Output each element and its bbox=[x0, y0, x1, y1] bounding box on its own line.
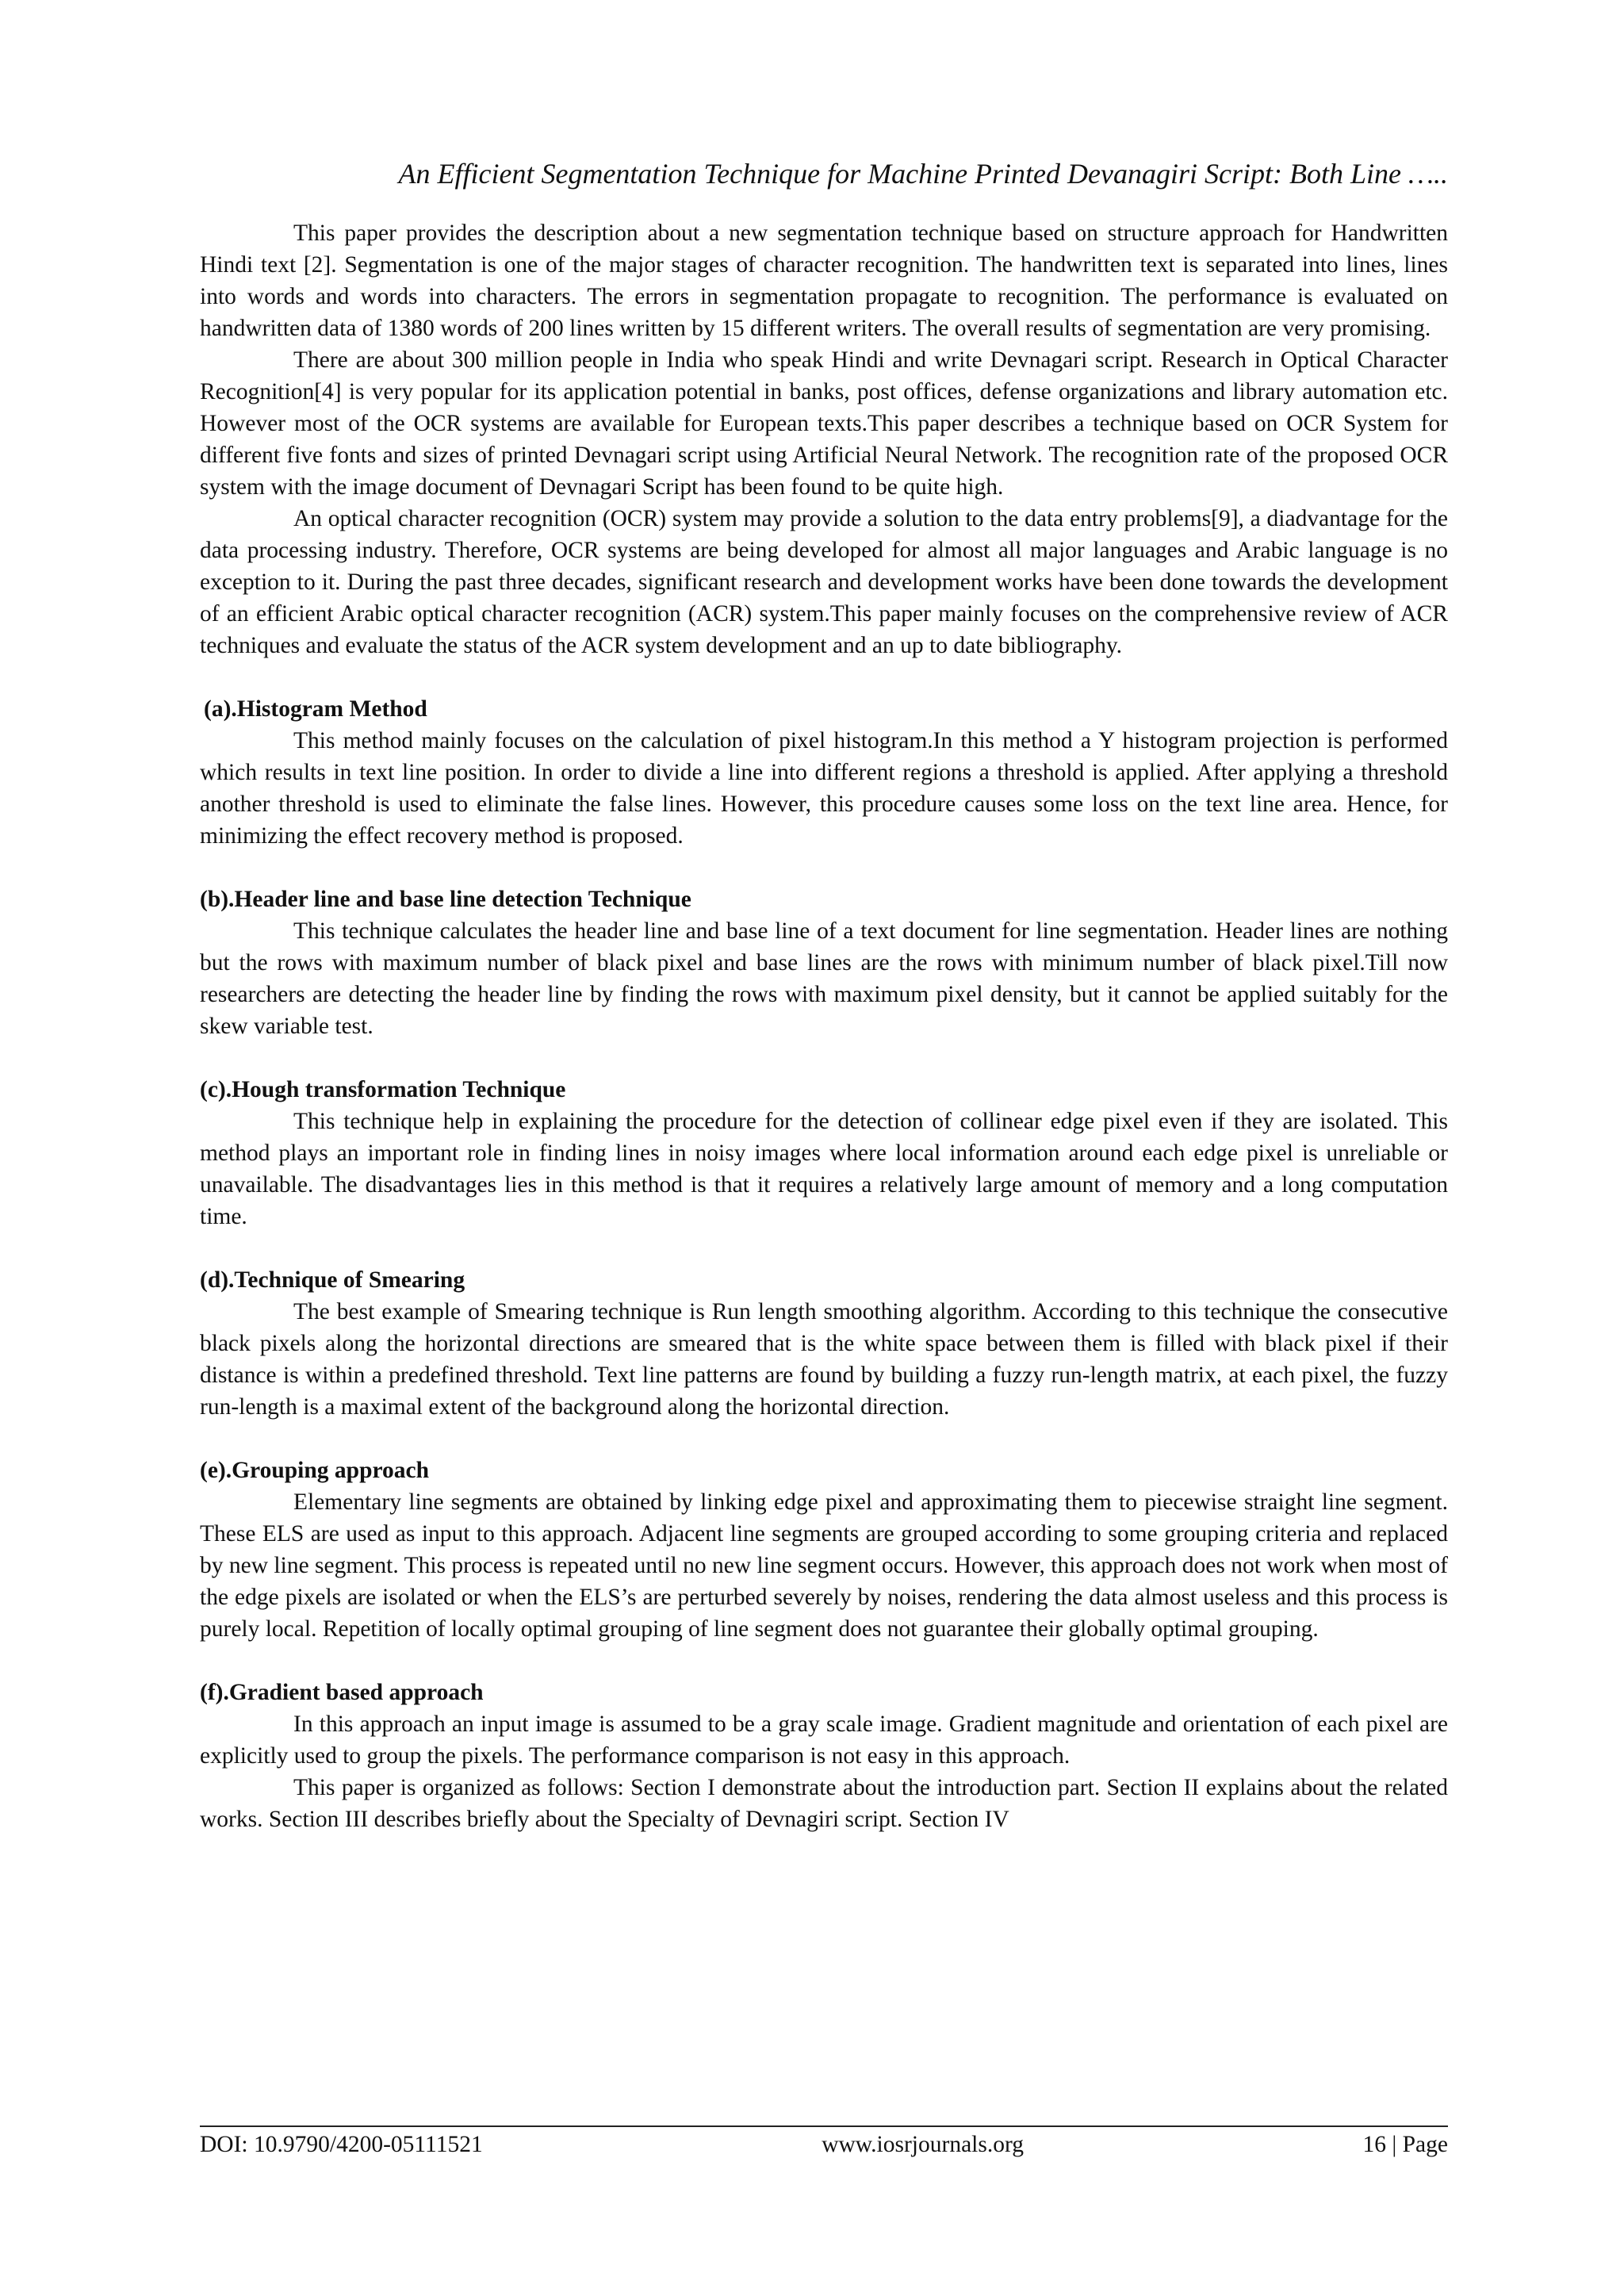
section-heading: (c).Hough transformation Technique bbox=[200, 1077, 566, 1102]
page-footer bbox=[200, 2129, 1448, 2160]
paper-page bbox=[200, 0, 1448, 2296]
section-smearing bbox=[200, 1264, 1448, 1423]
body-text bbox=[200, 217, 1448, 1835]
section-paragraph: This method mainly focuses on the calculation of pixel histogram.In this method a Y histogram projection is performed which results in text line position. In order to divide a line into different regions a threshold is applied. After applying a threshold another threshold is used to eliminate the false lines. However, this procedure causes some loss on the text line area. Hence, for minimizing the effect recovery method is proposed. bbox=[200, 728, 1448, 849]
intro-paragraph-3: An optical character recognition (OCR) system may provide a solution to the data entry problems[9], a diadvantage for the data processing industry. Therefore, OCR systems are being developed for almost all major languages and Arabic language is no exception to it. During the past three decades, significant research and development works have been done towards the development of an efficient Arabic optical character recognition (ACR) system.This paper mainly focuses on the comprehensive review of ACR techniques and evaluate the status of the ACR system development and an up to date bibliography. bbox=[200, 506, 1448, 658]
footer-divider bbox=[200, 2125, 1448, 2127]
intro-paragraph-2: There are about 300 million people in India who speak Hindi and write Devnagari script. Research in Optical Character Recognition[4] is very popular for its application potential in banks, post offices, defense organizations and library automation etc. However most of the OCR systems are available for European texts.This paper describes a technique based on OCR System for different five fonts and sizes of printed Devnagari script using Artificial Neural Network. The recognition rate of the proposed OCR system with the image document of Devnagari Script has been found to be quite high. bbox=[200, 347, 1448, 500]
section-histogram-method bbox=[200, 693, 1448, 852]
section-paragraph: The best example of Smearing technique is Run length smoothing algorithm. According to this technique the consecutive black pixels along the horizontal directions are smeared that is the white space between them is filled with black pixel if their distance is within a predefined threshold. Text line patterns are found by building a fuzzy run-length matrix, at each pixel, the fuzzy run-length is a maximal extent of the background along the horizontal direction. bbox=[200, 1299, 1448, 1420]
section-paragraph: Elementary line segments are obtained by linking edge pixel and approximating them to piecewise straight line segment. These ELS are used as input to this approach. Adjacent line segments are grouped according to some grouping criteria and replaced by new line segment. This process is repeated until no new line segment occurs. However, this approach does not work when most of the edge pixels are isolated or when the ELS’s are perturbed severely by noises, rendering the data almost useless and this process is purely local. Repetition of locally optimal grouping of line segment does not guarantee their globally optimal grouping. bbox=[200, 1489, 1448, 1642]
section-heading: (b).Header line and base line detection Technique bbox=[200, 887, 691, 912]
running-title: An Efficient Segmentation Technique for Machine Printed Devanagiri Script: Both Line ….. bbox=[398, 158, 1448, 190]
section-grouping-approach bbox=[200, 1455, 1448, 1645]
section-heading: (a).Histogram Method bbox=[204, 696, 427, 722]
section-paragraph: This paper is organized as follows: Section I demonstrate about the introduction part. Section II explains about the related works. Section III describes briefly about the Specialty of Devnagiri script. Section IV bbox=[200, 1775, 1448, 1832]
section-heading: (e).Grouping approach bbox=[200, 1458, 430, 1483]
section-paragraph: In this approach an input image is assumed to be a gray scale image. Gradient magnitude and orientation of each pixel are explicitly used to group the pixels. The performance comparison is not easy in this approach. bbox=[200, 1711, 1448, 1769]
section-paragraph: This technique calculates the header line and base line of a text document for line segmentation. Header lines are nothing but the rows with maximum number of black pixel and base lines are the rows with minimum number of black pixel.Till now researchers are detecting the header line by finding the rows with maximum pixel density, but it cannot be applied suitably for the skew variable test. bbox=[200, 918, 1448, 1039]
footer-page-number: 16 | Page bbox=[1362, 2132, 1448, 2157]
section-heading: (d).Technique of Smearing bbox=[200, 1267, 465, 1293]
section-header-base-line bbox=[200, 884, 1448, 1042]
intro-paragraph-1: This paper provides the description about a new segmentation technique based on structure approach for Handwritten Hindi text [2]. Segmentation is one of the major stages of character recognition. The handwritten text is separated into lines, lines into words and words into characters. The errors in segmentation propagate to recognition. The performance is evaluated on handwritten data of 1380 words of 200 lines written by 15 different writers. The overall results of segmentation are very promising. bbox=[200, 220, 1448, 341]
running-header bbox=[200, 155, 1448, 192]
footer-website: www.iosrjournals.org bbox=[822, 2132, 1025, 2157]
section-heading: (f).Gradient based approach bbox=[200, 1680, 484, 1705]
section-hough-transformation bbox=[200, 1074, 1448, 1232]
section-gradient-approach bbox=[200, 1677, 1448, 1835]
footer-doi: DOI: 10.9790/4200-05111521 bbox=[200, 2132, 483, 2157]
section-paragraph: This technique help in explaining the procedure for the detection of collinear edge pixel even if they are isolated. This method plays an important role in finding lines in noisy images where local information around each edge pixel is unreliable or unavailable. The disadvantages lies in this method is that it requires a relatively large amount of memory and a long computation time. bbox=[200, 1109, 1448, 1229]
